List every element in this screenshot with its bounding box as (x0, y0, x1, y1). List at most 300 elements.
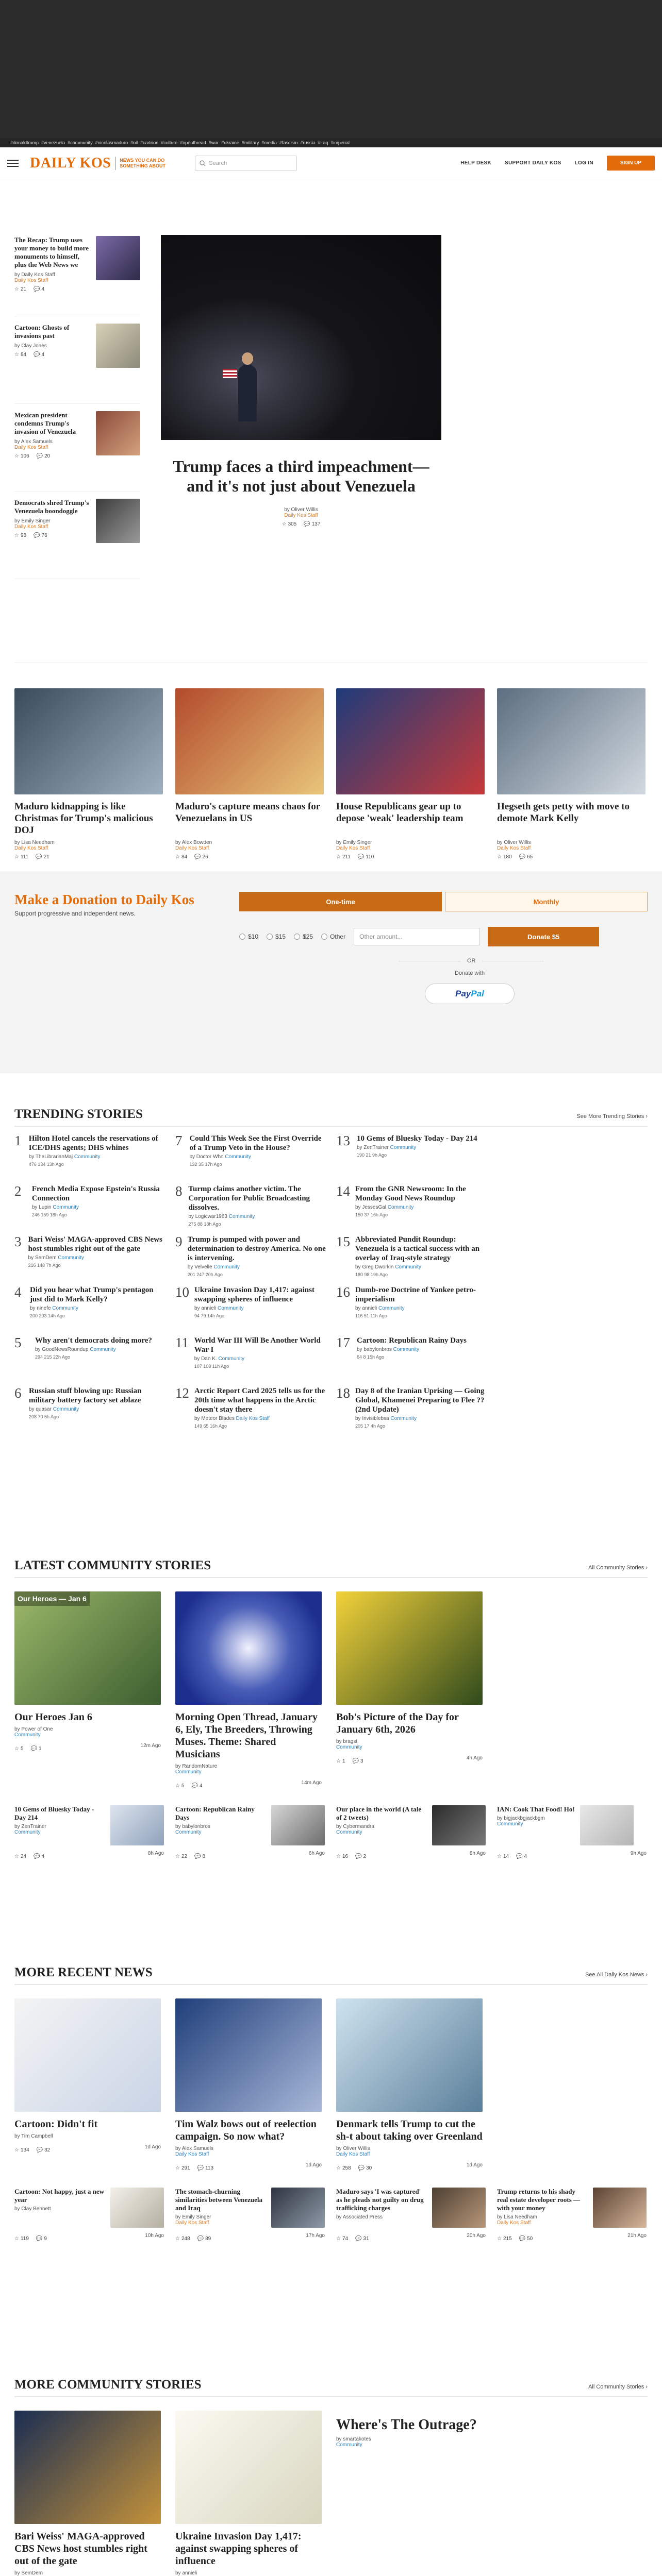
featured-card-image[interactable] (175, 688, 324, 794)
trending-title[interactable]: Cartoon: Republican Rainy Days (357, 1336, 467, 1345)
amount-radio[interactable] (239, 933, 258, 940)
paypal-logo-a: Pay (455, 989, 471, 998)
small-story-thumbnail[interactable] (271, 1805, 325, 1845)
like-icon[interactable]: ☆ 1 (336, 1758, 345, 1764)
trending-title[interactable]: Hilton Hotel cancels the reservations of ICE/DHS agents; DHS whines (28, 1134, 158, 1152)
hero-story[interactable] (148, 229, 648, 662)
like-icon[interactable]: ☆ 111 (14, 854, 29, 860)
comment-count: 4 (199, 1783, 203, 1789)
author-role: Daily Kos Staff (14, 524, 48, 530)
trending-stats: 294 215 22h Ago (35, 1354, 71, 1360)
author-name[interactable]: by Emily Singer (175, 2214, 211, 2220)
tag-link[interactable]: #nicolasmaduro (95, 140, 128, 145)
trending-title[interactable]: From the GNR Newsroom: In the Monday Good News Roundup (355, 1185, 466, 1202)
comment-count: 76 (41, 533, 47, 538)
comment-icon[interactable]: 💬 3 (352, 1758, 363, 1764)
story-card[interactable] (336, 1591, 483, 1789)
comment-icon[interactable]: 💬 2 (355, 1854, 367, 1859)
trending-author (194, 1416, 326, 1421)
featured-card[interactable] (497, 688, 646, 871)
small-story-text (14, 2188, 105, 2228)
trending-item[interactable] (175, 1336, 326, 1386)
trending-author (355, 1306, 487, 1311)
comment-icon[interactable]: 💬 20 (36, 453, 51, 459)
author-name[interactable]: by Oliver Willis (497, 840, 531, 845)
small-story-card[interactable] (336, 2188, 486, 2242)
author-name[interactable]: by quasar (29, 1406, 52, 1412)
comment-icon[interactable]: 💬 31 (355, 2236, 369, 2242)
author-name[interactable]: by Alex Samuels (14, 439, 53, 445)
latest-big-row (14, 1591, 648, 1789)
story-image[interactable] (14, 2411, 161, 2524)
hero-image[interactable] (161, 235, 441, 440)
comment-icon[interactable]: 💬 1 (30, 1746, 42, 1752)
trending-title[interactable]: Did you hear what Trump's pentagon just did to Mark Kelly? (29, 1286, 154, 1303)
story-image[interactable] (336, 1998, 483, 2112)
trending-stats: 94 79 14h Ago (194, 1313, 225, 1318)
trending-stats: 180 98 19h Ago (355, 1272, 388, 1277)
trending-item[interactable] (175, 1386, 326, 1437)
trending-author (355, 1205, 487, 1210)
story-title[interactable]: Morning Open Thread, January 6, Ely, The Breeders, Throwing Muses. Theme: Shared Musicians (175, 1711, 318, 1760)
signup-button[interactable]: SIGN UP (607, 156, 655, 171)
comment-icon[interactable]: 💬 4 (34, 1854, 45, 1859)
author-name[interactable]: by Lisa Needham (14, 840, 55, 845)
featured-card-title[interactable]: House Republicans gear up to depose 'weak' leadership team (336, 801, 464, 824)
support-link[interactable]: SUPPORT DAILY KOS (505, 160, 561, 166)
sidebar-story-author (14, 439, 92, 450)
comment-icon[interactable]: 💬 9 (36, 2236, 47, 2242)
story-image[interactable] (175, 1998, 322, 2112)
tag-link[interactable]: #media (261, 140, 277, 145)
author-name[interactable]: by Cybermandra (336, 1824, 374, 1829)
small-story-thumbnail[interactable] (432, 1805, 486, 1845)
featured-card[interactable] (336, 688, 485, 871)
story-title[interactable]: Tim Walz bows out of reelection campaign. So now what? (175, 2119, 317, 2142)
story-card[interactable] (175, 1998, 322, 2171)
small-story-card[interactable] (497, 1805, 647, 1859)
trending-title[interactable]: Turmp claims another victim. The Corporation for Public Broadcasting dissolves. (188, 1185, 310, 1212)
story-age: 1d Ago (466, 2162, 483, 2168)
small-story-card[interactable] (175, 2188, 325, 2242)
featured-card[interactable] (14, 688, 163, 871)
trending-title[interactable]: Ukraine Invasion Day 1,417: against swapping spheres of influence (194, 1286, 315, 1303)
tab-monthly[interactable]: Monthly (445, 892, 648, 911)
author-name[interactable]: by GoodNewsRoundup (35, 1347, 89, 1352)
like-icon[interactable]: ☆ 211 (336, 854, 351, 860)
site-header (0, 147, 662, 179)
sidebar-story-thumbnail[interactable] (96, 411, 140, 455)
amount-label: Other (330, 933, 346, 940)
trending-item[interactable] (175, 1184, 326, 1235)
author-name[interactable]: by JessesGal (355, 1205, 387, 1210)
donation-amounts (239, 927, 648, 946)
small-story-text (336, 2188, 427, 2228)
tab-one-time[interactable]: One-time (239, 892, 442, 911)
tag-link[interactable]: #ukraine (221, 140, 239, 145)
comment-icon[interactable]: 💬 30 (358, 2165, 372, 2171)
more-community-link[interactable]: All Community Stories › (588, 2384, 648, 2390)
tag-link[interactable]: #imperial (330, 140, 350, 145)
sidebar-story-thumbnail[interactable] (96, 499, 140, 543)
small-story-thumbnail[interactable] (110, 1805, 164, 1845)
author-name[interactable]: by TheLibrarianMaj (28, 1154, 73, 1160)
trending-title[interactable]: Russian stuff blowing up: Russian military battery factory set ablaze (29, 1387, 142, 1404)
sidebar-story-title[interactable]: The Recap: Trump uses your money to build more monuments to himself, plus the Web News we (14, 236, 89, 268)
author-name[interactable]: by SemDem (14, 2570, 43, 2576)
story-image[interactable] (14, 1998, 161, 2112)
search-placeholder: Search (209, 160, 227, 166)
story-stats (14, 453, 92, 459)
comment-icon[interactable]: 💬 65 (519, 854, 533, 860)
like-icon[interactable]: ☆ 84 (14, 352, 27, 358)
like-icon[interactable]: ☆ 215 (497, 2236, 512, 2242)
story-card[interactable] (14, 1591, 161, 1789)
trending-rank: 11 (175, 1335, 189, 1350)
author-name[interactable]: by Velvelle (187, 1264, 212, 1270)
donate-button[interactable]: Donate $5 (488, 927, 599, 946)
author-name[interactable]: by Associated Press (336, 2214, 383, 2220)
like-icon[interactable]: ☆ 24 (14, 1854, 27, 1859)
author-role: Daily Kos Staff (14, 445, 48, 450)
story-card[interactable] (14, 2411, 161, 2576)
radio-circle-icon (267, 934, 273, 940)
story-image[interactable] (14, 1591, 161, 1705)
small-story-card[interactable] (175, 1805, 325, 1859)
tag-link[interactable]: #donaldtrump (10, 140, 39, 145)
author-name[interactable]: by Daily Kos Staff (14, 272, 55, 278)
author-name[interactable]: by Power of One (14, 1726, 53, 1732)
author-name[interactable]: by annieli (175, 2570, 197, 2576)
trending-item[interactable] (14, 1134, 165, 1184)
like-icon[interactable]: ☆ 291 (175, 2165, 190, 2171)
latest-community-section (14, 1537, 648, 1944)
small-story-title[interactable]: 10 Gems of Bluesky Today - Day 214 (14, 1805, 94, 1821)
trending-item[interactable] (336, 1386, 487, 1437)
small-story-thumbnail[interactable] (580, 1805, 634, 1845)
tag-link[interactable]: #fascism (279, 140, 298, 145)
author-name[interactable]: by Meteor Blades (194, 1416, 235, 1421)
story-author (175, 2570, 322, 2576)
author-name[interactable]: by Clay Bennett (14, 2206, 51, 2212)
story-card[interactable] (336, 1998, 483, 2171)
empty-cell (497, 1235, 648, 1285)
trending-title[interactable]: Why aren't democrats doing more? (35, 1336, 152, 1345)
author-tag: Community (393, 1347, 420, 1352)
small-story-title[interactable]: The stomach-churning similarities between Venezuela and Iraq (175, 2188, 262, 2212)
small-story-title[interactable]: Our place in the world (A tale of 2 tweets) (336, 1805, 422, 1821)
like-icon[interactable]: ☆ 16 (336, 1854, 349, 1859)
small-story-thumbnail[interactable] (271, 2188, 325, 2228)
story-stats (336, 1854, 366, 1859)
like-icon[interactable]: ☆ 74 (336, 2236, 349, 2242)
small-story-card[interactable] (14, 2188, 164, 2242)
author-name[interactable]: by Invisiblebsa (355, 1416, 389, 1421)
sidebar-story[interactable] (14, 229, 140, 316)
small-story-author (14, 2206, 105, 2212)
story-title[interactable]: Denmark tells Trump to cut the sh-t about taking over Greenland (336, 2119, 483, 2142)
sidebar-story[interactable] (14, 492, 140, 579)
trending-item[interactable] (14, 1184, 165, 1235)
comment-icon[interactable]: 💬 8 (194, 1854, 206, 1859)
comment-icon[interactable]: 💬 110 (357, 854, 374, 860)
story-title[interactable]: Bob's Picture of the Day for January 6th, 2026 (336, 1711, 459, 1735)
story-image[interactable] (175, 2411, 322, 2524)
trending-rank: 12 (175, 1385, 189, 1401)
like-icon[interactable]: ☆ 258 (336, 2165, 351, 2171)
featured-card-title[interactable]: Maduro kidnapping is like Christmas for Trump's malicious DOJ (14, 801, 153, 836)
like-icon[interactable]: ☆ 14 (497, 1854, 509, 1859)
trending-item[interactable] (175, 1134, 326, 1184)
trending-title[interactable]: Trump is pumped with power and determination to destroy America. No one is intervening. (187, 1235, 326, 1262)
author-tag: Community (53, 1406, 79, 1412)
author-name[interactable]: by Alex Samuels (175, 2146, 213, 2151)
trending-title[interactable]: Dumb-roe Doctrine of Yankee petro-imperialism (355, 1286, 476, 1303)
author-tag: Community (175, 1829, 202, 1835)
featured-card-title[interactable]: Hegseth gets petty with move to demote Mark Kelly (497, 801, 630, 824)
radio-circle-icon (321, 934, 327, 940)
author-name[interactable]: by Oliver Willis (336, 2146, 370, 2151)
story-card[interactable] (14, 1998, 161, 2171)
small-story-card[interactable] (14, 1805, 164, 1859)
sidebar-story-title[interactable]: Democrats shred Trump's Venezuela boondoggle (14, 499, 89, 515)
comment-icon[interactable]: 💬 50 (519, 2236, 533, 2242)
site-logo[interactable]: DAILY KOS (30, 155, 111, 171)
author-name[interactable]: by Lisa Needham (497, 2214, 537, 2220)
author-name[interactable]: by smartakotes (336, 2436, 371, 2442)
trending-item[interactable] (14, 1386, 165, 1437)
author-tag: Community (225, 1154, 251, 1160)
trending-text (28, 1235, 165, 1285)
author-name[interactable]: by SemDem (28, 1255, 57, 1261)
trending-rank: 1 (14, 1133, 22, 1148)
tag-link[interactable]: #community (68, 140, 93, 145)
login-link[interactable]: LOG IN (574, 160, 593, 166)
trending-item[interactable] (336, 1285, 487, 1336)
author-name[interactable]: by bragst (336, 1739, 358, 1744)
small-story-author (14, 1824, 105, 1835)
author-name[interactable]: by Tim Campbell (14, 2133, 53, 2139)
story-card[interactable] (175, 1591, 322, 1789)
author-name[interactable]: by babylonbros (357, 1347, 392, 1352)
story-card[interactable] (175, 2411, 322, 2576)
tag-link[interactable]: #openthread (180, 140, 206, 145)
sidebar-story-author (14, 272, 92, 283)
author-name[interactable]: by Alex Bowden (175, 840, 212, 845)
like-icon[interactable]: ☆ 21 (14, 286, 27, 292)
author-name[interactable]: by Emily Singer (336, 840, 372, 845)
author-tag: Community (336, 1829, 362, 1835)
trending-item[interactable] (175, 1285, 326, 1336)
sidebar-story-thumbnail[interactable] (96, 236, 140, 280)
hero-title[interactable]: Trump faces a third impeachment—and it's not just about Venezuela (173, 457, 429, 495)
comment-icon[interactable]: 💬 89 (197, 2236, 211, 2242)
trending-title[interactable]: World War III Will Be Another World War I (194, 1336, 321, 1354)
featured-card-image[interactable] (336, 688, 485, 794)
like-icon[interactable]: ☆ 98 (14, 533, 27, 538)
small-story-title[interactable]: Maduro says 'I was captured' as he pleads not guilty on drug trafficking charges (336, 2188, 424, 2212)
featured-card-image[interactable] (497, 688, 646, 794)
author-name[interactable]: by Emily Singer (14, 518, 51, 524)
trending-title[interactable]: 10 Gems of Bluesky Today - Day 214 (357, 1134, 477, 1143)
paypal-button[interactable] (425, 984, 515, 1004)
trending-item[interactable] (14, 1285, 165, 1336)
story-title[interactable]: Our Heroes Jan 6 (14, 1711, 92, 1723)
featured-card-image[interactable] (14, 688, 163, 794)
like-icon[interactable]: ☆ 22 (175, 1854, 188, 1859)
trending-title[interactable]: Abbreviated Pundit Roundup: Venezuela is a tactical success with an overlay of Iraq-style strategy (355, 1235, 480, 1262)
comment-count: 2 (363, 1854, 367, 1859)
small-story-thumbnail[interactable] (110, 2188, 164, 2228)
comment-count: 110 (366, 854, 374, 860)
author-name[interactable]: by Doctor Who (189, 1154, 224, 1160)
trending-title[interactable]: French Media Expose Epstein's Russia Connection (31, 1185, 160, 1202)
like-icon[interactable]: ☆ 305 (282, 521, 297, 527)
author-name[interactable]: by babylonbros (175, 1824, 210, 1829)
latest-more-link[interactable]: All Community Stories › (588, 1565, 648, 1571)
hero-likes: 305 (288, 521, 297, 527)
comment-icon[interactable]: 💬 113 (197, 2165, 214, 2171)
author-name[interactable]: by annieli (355, 1306, 377, 1311)
small-story-title[interactable]: IAN: Cook That Food! Ho! (497, 1805, 575, 1813)
small-story-card[interactable] (336, 1805, 486, 1859)
story-meta (175, 2233, 325, 2242)
small-story-top (14, 2188, 164, 2228)
search-input[interactable] (195, 156, 297, 171)
trending-title[interactable]: Arctic Report Card 2025 tells us for the 20th time what happens in the Arctic doesn't stay there (194, 1387, 325, 1414)
tag-link[interactable]: #cartoon (140, 140, 159, 145)
like-icon[interactable]: ☆ 134 (14, 2147, 29, 2153)
trending-item[interactable] (336, 1235, 487, 1285)
sidebar-story[interactable] (14, 404, 140, 492)
tag-link[interactable]: #military (241, 140, 259, 145)
comment-icon[interactable]: 💬 76 (34, 533, 47, 538)
story-title[interactable]: Cartoon: Didn't fit (14, 2119, 98, 2130)
author-name[interactable]: by Clay Jones (14, 343, 47, 349)
author-name[interactable]: by ZenTrainer (14, 1824, 46, 1829)
small-story-title[interactable]: Cartoon: Not happy, just a new year (14, 2188, 105, 2204)
other-amount-input[interactable]: Other amount... (354, 928, 479, 945)
story-image[interactable] (336, 1591, 483, 1705)
author-name[interactable]: by RandomNature (175, 1764, 218, 1769)
trending-item[interactable] (14, 1336, 165, 1386)
comment-icon[interactable]: 💬 4 (191, 1783, 203, 1789)
small-story-title[interactable]: Cartoon: Republican Rainy Days (175, 1805, 255, 1821)
tag-link[interactable]: #war (208, 140, 219, 145)
story-title[interactable]: Bari Weiss' MAGA-approved CBS News host stumbles right out of the gate (14, 2531, 147, 2567)
like-icon[interactable]: ☆ 5 (14, 1746, 24, 1752)
author-name[interactable]: by annieli (194, 1306, 217, 1311)
small-story-card[interactable] (497, 2188, 647, 2242)
comment-icon[interactable]: 💬 4 (34, 352, 45, 358)
story-author (175, 1764, 322, 1775)
comment-icon[interactable]: 💬 26 (194, 854, 208, 860)
featured-card-title[interactable]: Maduro's capture means chaos for Venezuelans in US (175, 801, 320, 824)
like-icon[interactable]: ☆ 180 (497, 854, 512, 860)
amount-radio[interactable] (267, 933, 286, 940)
amount-label: $25 (303, 933, 313, 940)
amount-radio[interactable] (294, 933, 313, 940)
trending-author (355, 1264, 487, 1270)
tag-link[interactable]: #iraq (318, 140, 328, 145)
like-icon[interactable]: ☆ 248 (175, 2236, 190, 2242)
trending-item[interactable] (336, 1184, 487, 1235)
tag-link[interactable]: #venezuela (41, 140, 65, 145)
trending-text (357, 1336, 467, 1386)
tag-link[interactable]: #culture (161, 140, 178, 145)
like-icon[interactable]: ☆ 106 (14, 453, 29, 459)
sidebar-story[interactable] (14, 316, 140, 404)
trending-item[interactable] (336, 1336, 487, 1386)
featured-card[interactable] (175, 688, 324, 871)
story-stats (14, 2147, 50, 2153)
author-name[interactable]: by ninefe (29, 1306, 51, 1311)
author-name[interactable]: by Greg Dworkin (355, 1264, 394, 1270)
sidebar-story-text (14, 411, 92, 484)
comment-icon[interactable]: 💬 32 (36, 2147, 51, 2153)
story-stats (14, 1746, 42, 1752)
trending-title[interactable]: Could This Week See the First Override of a Trump Veto in the House? (189, 1134, 322, 1152)
trending-more-link[interactable]: See More Trending Stories › (576, 1113, 648, 1120)
story-meta (336, 2162, 483, 2171)
trending-item[interactable] (14, 1235, 165, 1285)
amount-radio[interactable] (321, 933, 345, 940)
trending-item[interactable] (175, 1235, 326, 1285)
author-name[interactable]: by ZenTrainer (357, 1145, 389, 1150)
small-story-thumbnail[interactable] (593, 2188, 647, 2228)
recent-more-link[interactable]: See All Daily Kos News › (585, 1972, 648, 1978)
author-name[interactable]: by Dan K. (194, 1356, 217, 1362)
trending-stats: 208 70 5h Ago (29, 1414, 59, 1419)
tag-link[interactable]: #russia (300, 140, 316, 145)
trending-rank: 8 (175, 1183, 183, 1199)
comment-count: 50 (527, 2236, 533, 2242)
small-story-title[interactable]: Trump returns to his shady real estate developer roots — with your money (497, 2188, 581, 2212)
story-title[interactable]: Ukraine Invasion Day 1,417: against swapping spheres of influence (175, 2531, 302, 2567)
menu-icon[interactable] (7, 160, 19, 167)
trending-item[interactable] (336, 1134, 487, 1184)
tag-link[interactable]: #oil (130, 140, 138, 145)
trending-title[interactable]: Day 8 of the Iranian Uprising — Going Global, Khamenei Preparing to Flee ?? (2nd Update) (355, 1387, 485, 1414)
like-icon[interactable]: ☆ 119 (14, 2236, 29, 2242)
comment-icon[interactable]: 💬 137 (304, 521, 321, 527)
like-count: 1 (342, 1758, 345, 1764)
author-tag: Daily Kos Staff (175, 2220, 209, 2226)
author-name[interactable]: by Lupin (31, 1205, 52, 1210)
trending-title[interactable]: Bari Weiss' MAGA-approved CBS News host stumbles right out of the gate (28, 1235, 162, 1253)
latest-small-row (14, 1805, 648, 1859)
hero-author[interactable]: by Oliver Willis (284, 507, 318, 513)
comment-icon[interactable]: 💬 4 (516, 1854, 527, 1859)
sidebar-story-title[interactable]: Cartoon: Ghosts of invasions past (14, 324, 70, 340)
small-story-top (336, 1805, 486, 1845)
like-icon[interactable]: ☆ 84 (175, 854, 188, 860)
sidebar-story-title[interactable]: Mexican president condemns Trump's invasion of Venezuela (14, 411, 76, 435)
story-stats (14, 854, 163, 860)
feature-story-title[interactable]: Where's The Outrage? (336, 2417, 477, 2433)
story-author (14, 2570, 161, 2576)
comment-icon[interactable]: 💬 21 (36, 854, 49, 860)
author-name[interactable]: by Logicwar1963 (188, 1214, 227, 1219)
small-story-thumbnail[interactable] (432, 2188, 486, 2228)
sidebar-story-thumbnail[interactable] (96, 324, 140, 368)
feature-story-card[interactable] (336, 2411, 483, 2576)
comment-icon[interactable]: 💬 4 (34, 286, 45, 292)
help-desk-link[interactable]: HELP DESK (460, 160, 492, 166)
like-icon[interactable]: ☆ 5 (175, 1783, 185, 1789)
story-image[interactable] (175, 1591, 322, 1705)
author-name[interactable]: by bigjackbgjackbgm (497, 1816, 545, 1821)
